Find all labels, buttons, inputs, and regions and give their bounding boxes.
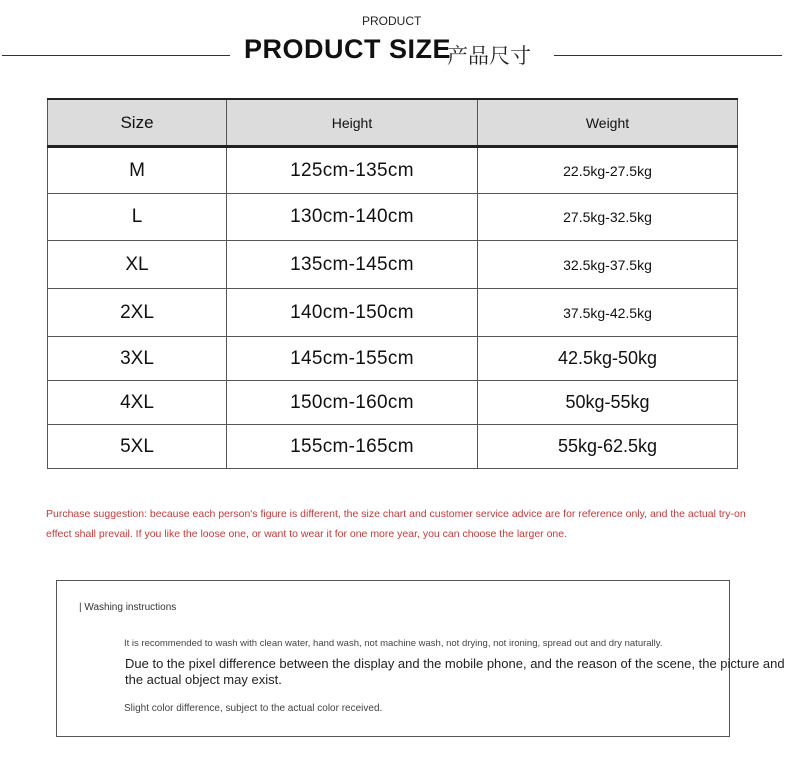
weight-cell: 42.5kg-50kg — [478, 337, 738, 381]
table-row — [48, 241, 738, 289]
size-cell: 3XL — [48, 337, 227, 381]
page-title: PRODUCT SIZE — [244, 34, 452, 64]
table-row — [48, 289, 738, 337]
height-cell: 130cm-140cm — [227, 194, 478, 241]
table-header-row — [48, 99, 738, 147]
color-difference-notice: Due to the pixel difference between the display and the mobile phone, and the reason of the scene, the picture and the actual object may exist. — [125, 656, 785, 687]
size-cell: XL — [48, 241, 227, 289]
washing-instructions-title: | Washing instructions — [79, 602, 177, 613]
height-cell: 145cm-155cm — [227, 337, 478, 381]
column-header-height: Height — [227, 99, 478, 147]
weight-cell: 22.5kg-27.5kg — [478, 147, 738, 194]
weight-cell: 55kg-62.5kg — [478, 425, 738, 469]
weight-cell: 32.5kg-37.5kg — [478, 241, 738, 289]
column-header-size: Size — [48, 99, 227, 147]
table-row — [48, 194, 738, 241]
height-cell: 140cm-150cm — [227, 289, 478, 337]
size-cell: 5XL — [48, 425, 227, 469]
height-cell: 125cm-135cm — [227, 147, 478, 194]
size-chart-table — [47, 98, 738, 469]
purchase-suggestion: Purchase suggestion: because each person's figure is different, the size chart and customer service advice are for reference only, and the actual try-on effect shall prevail. If you like the loose one, or want to wear it for one more year, you can choose the larger one. — [46, 508, 746, 540]
height-cell: 135cm-145cm — [227, 241, 478, 289]
table-row — [48, 425, 738, 469]
page-title-chinese: 产品尺寸 — [447, 44, 531, 68]
table-row — [48, 337, 738, 381]
height-cell: 150cm-160cm — [227, 381, 478, 425]
table-row — [48, 381, 738, 425]
weight-cell: 50kg-55kg — [478, 381, 738, 425]
weight-cell: 27.5kg-32.5kg — [478, 194, 738, 241]
header-small-label: PRODUCT — [362, 14, 422, 28]
table-row — [48, 147, 738, 194]
washing-instructions-box — [56, 580, 785, 737]
size-cell: 4XL — [48, 381, 227, 425]
size-cell: M — [48, 147, 227, 194]
weight-cell: 37.5kg-42.5kg — [478, 289, 738, 337]
size-cell: L — [48, 194, 227, 241]
washing-instructions-text: It is recommended to wash with clean water, hand wash, not machine wash, not drying, not ironing, spread out and dry naturally. — [124, 638, 663, 649]
size-cell: 2XL — [48, 289, 227, 337]
height-cell: 155cm-165cm — [227, 425, 478, 469]
header-rule-right — [554, 55, 782, 56]
color-difference-footnote: Slight color difference, subject to the actual color received. — [124, 703, 383, 714]
header-rule-left — [2, 55, 230, 56]
column-header-weight: Weight — [478, 99, 738, 147]
